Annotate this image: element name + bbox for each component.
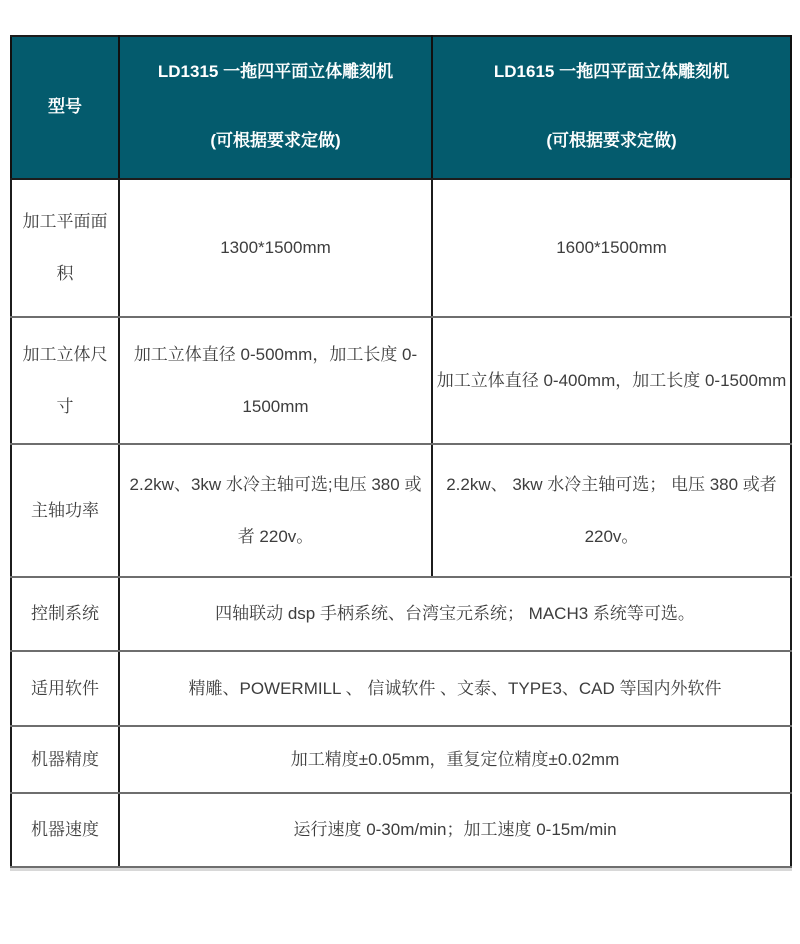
row-label: 加工立体尺寸 — [11, 317, 119, 444]
row-label: 加工平面面积 — [11, 179, 119, 317]
column-header-ld1315 — [119, 36, 432, 179]
spec-value-shared: 精雕、POWERMILL 、 信诚软件 、文泰、TYPE3、CAD 等国内外软件 — [119, 651, 791, 726]
table-row-spindle-power — [11, 444, 791, 577]
column-header-ld1615 — [432, 36, 791, 179]
row-label: 控制系统 — [11, 577, 119, 651]
column-subtitle-ld1615: (可根据要求定做) — [546, 130, 677, 150]
spec-value-shared: 运行速度 0-30m/min；加工速度 0-15m/min — [119, 793, 791, 867]
spec-value-ld1615: 2.2kw、 3kw 水冷主轴可选； 电压 380 或者 220v。 — [432, 444, 791, 577]
spec-value-ld1315: 加工立体直径 0-500mm，加工长度 0-1500mm — [119, 317, 432, 444]
row-label: 机器精度 — [11, 726, 119, 793]
spec-value-ld1315: 1300*1500mm — [119, 179, 432, 317]
column-subtitle-ld1315: (可根据要求定做) — [210, 130, 341, 150]
spec-table — [10, 35, 792, 868]
table-row-rotary-size — [11, 317, 791, 444]
table-row-work-area — [11, 179, 791, 317]
table-row-speed — [11, 793, 791, 867]
table-row-control-system — [11, 577, 791, 651]
spec-value-ld1615: 加工立体直径 0-400mm，加工长度 0-1500mm — [432, 317, 791, 444]
model-header-cell: 型号 — [11, 36, 119, 179]
spec-value-shared: 四轴联动 dsp 手柄系统、台湾宝元系统； MACH3 系统等可选。 — [119, 577, 791, 651]
spec-value-shared: 加工精度±0.05mm，重复定位精度±0.02mm — [119, 726, 791, 793]
table-row-software — [11, 651, 791, 726]
row-label: 机器速度 — [11, 793, 119, 867]
spec-value-ld1315: 2.2kw、3kw 水冷主轴可选;电压 380 或者 220v。 — [119, 444, 432, 577]
table-row-precision — [11, 726, 791, 793]
column-title-ld1315: LD1315 一拖四平面立体雕刻机 — [157, 62, 394, 81]
header-row — [11, 36, 791, 179]
row-label: 主轴功率 — [11, 444, 119, 577]
spec-value-ld1615: 1600*1500mm — [432, 179, 791, 317]
row-label: 适用软件 — [11, 651, 119, 726]
column-title-ld1615: LD1615 一拖四平面立体雕刻机 — [493, 62, 730, 81]
